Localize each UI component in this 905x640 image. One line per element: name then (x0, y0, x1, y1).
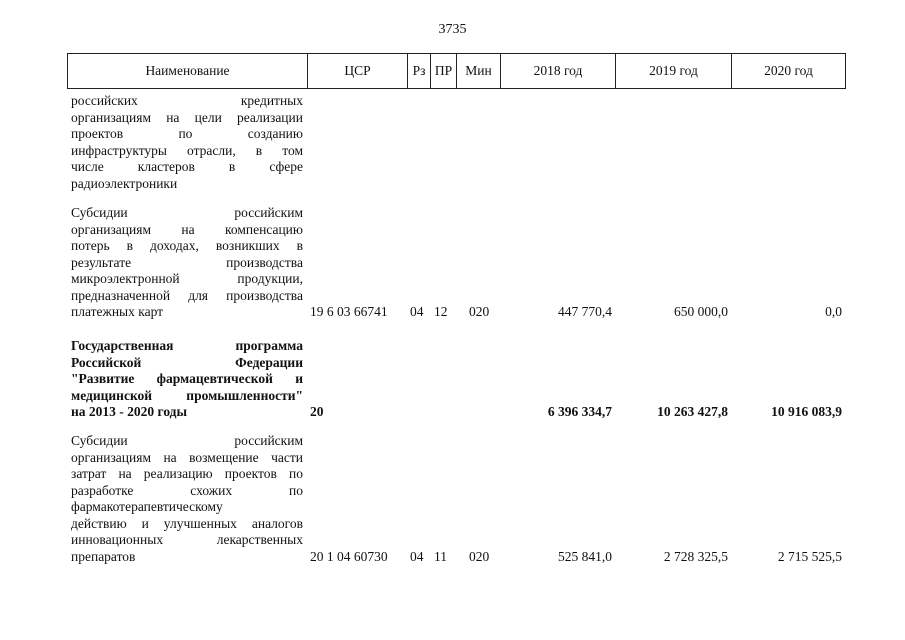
row-name-line: российских кредитных (71, 93, 303, 108)
row-name-line: инновационных лекарственных (71, 532, 303, 547)
cell-y2020: 0,0 (825, 304, 842, 319)
header-2020: 2020 год (731, 54, 845, 88)
header-pr: ПР (430, 54, 456, 88)
row-name-line: Субсидии российским (71, 205, 303, 220)
cell-y2019: 650 000,0 (674, 304, 728, 319)
row-name-line: организациям на компенсацию (71, 221, 303, 237)
row-name-line: на 2013 - 2020 годы (71, 404, 188, 419)
cell-min: 020 (469, 548, 490, 564)
row-name-line: разработке схожих по (71, 482, 303, 498)
cell-min: 020 (469, 304, 490, 319)
header-csr: ЦСР (307, 54, 407, 88)
cell-y2020: 2 715 525,5 (777, 548, 842, 564)
header-2019: 2019 год (615, 54, 731, 88)
cell-y2020: 10 916 083,9 (771, 404, 842, 419)
row-name-line: потерь в доходах, возникших в (71, 238, 303, 253)
cell-pr: 12 (434, 304, 448, 319)
row-name (71, 433, 303, 565)
row-name-line: числе кластеров в сфере (71, 159, 303, 174)
row-name-line: затрат на реализацию проектов по (71, 466, 303, 481)
cell-y2019: 10 263 427,8 (657, 404, 728, 419)
cell-y2018: 6 396 334,7 (547, 404, 612, 419)
row-name-line: организациям на цели реализации (71, 109, 303, 125)
row-name-line: "Развитие фармацевтической и (71, 371, 303, 386)
header-min: Мин (456, 54, 500, 88)
row-name-line: платежных карт (71, 304, 164, 319)
cell-y2019: 2 728 325,5 (663, 548, 728, 564)
table-row (67, 205, 846, 321)
row-name (71, 338, 303, 421)
row-name-line: результате производства (71, 254, 303, 270)
cell-y2018: 447 770,4 (558, 304, 612, 319)
table-row (67, 93, 846, 192)
row-name-line: микроэлектронной продукции, (71, 271, 303, 286)
row-name-line: предназначенной для производства (71, 287, 303, 303)
header-2018: 2018 год (500, 54, 615, 88)
row-name-line: организациям на возмещение части (71, 449, 303, 465)
cell-y2018: 525 841,0 (558, 548, 612, 564)
header-rz: Рз (407, 54, 430, 88)
row-name-line: проектов по созданию (71, 126, 303, 141)
cell-csr: 19 6 03 66741 (310, 304, 388, 319)
header-name: Наименование (145, 63, 230, 78)
table-header (67, 53, 846, 89)
table-row (67, 338, 846, 421)
row-name-line: инфраструктуры отрасли, в том (71, 142, 303, 158)
cell-rz: 04 (410, 548, 424, 564)
cell-pr: 11 (434, 548, 447, 564)
row-name (71, 205, 303, 321)
row-name-line: Российской Федерации (71, 354, 303, 370)
row-name-line: Субсидии российским (71, 433, 303, 448)
row-name-line: действию и улучшенных аналогов (71, 515, 303, 531)
cell-rz: 04 (410, 304, 424, 319)
row-name-line: Государственная программа (71, 338, 303, 353)
cell-csr: 20 (310, 404, 324, 419)
row-name-line: фармакотерапевтическому (71, 499, 223, 514)
row-name (71, 93, 303, 192)
row-name-line: радиоэлектроники (71, 175, 178, 191)
row-name-line: препаратов (71, 548, 136, 564)
row-name-line: медицинской промышленности" (71, 387, 303, 403)
cell-csr: 20 1 04 60730 (310, 548, 388, 564)
table-row (67, 433, 846, 565)
page-number: 3735 (438, 22, 467, 37)
